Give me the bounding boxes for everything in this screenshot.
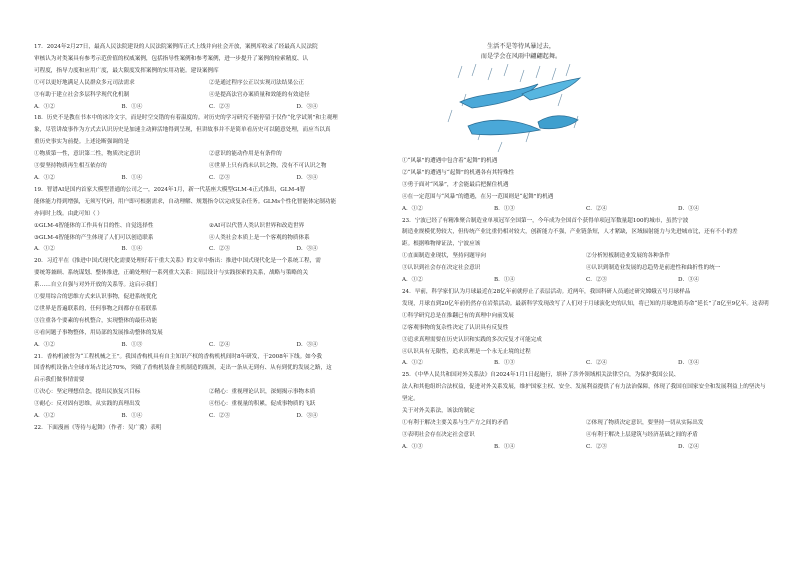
q23-stem-line: 制造业规模优势较大，但传统产业比重仍相对较大，创新能力不强，产业链条短，人才紧缺，区域辐射能力与先进城市比，还有不小的差 xyxy=(402,229,738,236)
q21-statement: ②精心：重视理论认识，深刻揭示事物本质 xyxy=(209,389,316,396)
q18-stem-line: 18．历史不是教在书本中的冰冷文字，而是时空交错的有着温度的。对历史的学习研究不能停留于仅作“化学试剂”和主观理 xyxy=(34,115,338,122)
q18-statement: ②意识的能动作用是有条件的 xyxy=(209,151,282,158)
q21-statement: ③耐心：反对固有思维，从实践的真理出发 xyxy=(34,401,141,408)
q25-stem-line: 25．《中华人民共和国对外关系法》自2024年1月1日起施行，填补了涉外领域相关法律空白，为保护我国公民、 xyxy=(402,372,680,379)
q21-option[interactable]: D．③④ xyxy=(296,413,318,420)
question-19 xyxy=(34,185,384,256)
q19-stem-line: 能体能力得到增强，无须写代码，用户即可根据需求，自动理解、规划指令以完成复杂任务。GLMs个性化智能体定制功能 xyxy=(34,198,337,205)
q22-statement: ④在一定范围与“风暴”的遭遇，在另一范围则是“起舞”的机遇 xyxy=(402,193,554,200)
q25-stem-line: 法人和其他组织合法权益，促进对外关系发展，维护国家主权、安全、发展利益提供了有力法治保障，体现了我国在国家安全和发展利益上的坚决与坚定。 xyxy=(402,384,766,403)
q18-statement: ④世界上只有尚未认识之物，没有不可认识之物 xyxy=(209,163,327,170)
q24-stem-line: 24．早前，科学家们认为月球最近在28亿年前就停止了表层活动。近两年，我国科研人员通过研究嫦娥五号月球样品 xyxy=(402,288,691,295)
q21-stem-line: 启示我们做事情需要 xyxy=(34,377,85,384)
q23-option[interactable]: C．②③ xyxy=(586,277,608,284)
q23-statement: ③认识到社会存在决定社会意识 xyxy=(402,265,481,272)
q22-option[interactable]: A．①② xyxy=(402,205,423,212)
q23-statement: ①直面制造业现状，坚持问题导向 xyxy=(402,253,486,260)
q21-option[interactable]: C．②③ xyxy=(209,413,231,420)
q17-statement: ②是通过程序公正以实现司法结果公正 xyxy=(209,79,305,86)
cartoon-caption-line: 而是学会在风雨中翩翩起舞。 xyxy=(480,53,562,60)
q18-stem-line: 象，尽管讲故事作为方式去认识历史是加速主动鲜活地得到呈现，但讲故事并不是简单看历史可以随意处理，而应当以真 xyxy=(34,127,331,134)
q21-statement: ①决心：坚定理想信念，提出民族复兴目标 xyxy=(34,389,141,396)
q17-stem-line: 17．2024年2月27日，最高人民法院建设的人民法院案例库正式上线并向社会开放，案例库收录了经最高人民法院 xyxy=(34,44,318,50)
q21-stem-line: 国香构机设备占全球市场占比达70%，突破了香构机装备主机制造的瓶颈，走出一条从无到有、从有到优的发展之路，这 xyxy=(34,365,332,372)
q22-option[interactable]: C．②④ xyxy=(586,205,608,212)
q17-statement: ④是提高法官办案质量和效能的有效途径 xyxy=(209,91,310,98)
q19-statement: ①GLM-4智能体的工作具有目的性、自觉选择性 xyxy=(34,222,154,229)
q23-stem-line: 23．宁波已经了有精准聚合制造业单项冠军全国第一，今年成为全国首个获得单项冠军数量超100的城市，虽然宁波 xyxy=(402,217,689,224)
cartoon-illustration xyxy=(442,64,592,152)
q22-stem-line: 22．下面漫画《等待与起舞》（作者：吴广冀）表明 xyxy=(34,425,162,431)
q23-option[interactable]: B．①④ xyxy=(494,277,515,284)
question-20 xyxy=(34,256,384,351)
q24-statement: ③追求真理需要在历史认识和实践的多次反复才可能完成 xyxy=(402,336,542,343)
q23-statement: ④认识到制造业发展的总趋势是前进性和曲折性的统一 xyxy=(586,265,721,272)
q19-statement: ②AI可以代替人类认识世界和改造世界 xyxy=(209,222,305,229)
question-21 xyxy=(34,352,384,423)
q19-option[interactable]: B．①④ xyxy=(121,246,143,253)
cartoon-caption-line: 生活不是等待风暴过去， xyxy=(486,43,556,50)
q23-option[interactable]: D．③④ xyxy=(678,277,700,284)
q20-statement: ③注重各个要素的有机整合，实现整体的最佳功能 xyxy=(34,317,158,324)
question-17 xyxy=(34,42,384,113)
q18-option[interactable]: B．①④ xyxy=(121,174,143,181)
q20-stem-line: 系……自立自强与对外开放的关系等。这启示我们 xyxy=(34,282,158,289)
q19-statement: ③GLM-4智能体的产生体现了人们可以创造联系 xyxy=(34,234,154,241)
q19-option[interactable]: A．①② xyxy=(34,246,55,253)
q24-stem-line: 发现，月球直到20亿年前仍然存在岩浆活动。最新科学发现改写了人们对于月球演化史的认知，将已知的月球地质寿命“延长”了8亿至9亿年。这表明 xyxy=(402,300,769,307)
q22-statement: ①“风暴”的遭遇中包含着“起舞”的机遇 xyxy=(402,158,498,164)
q20-stem-line: 20．习近平在《推进中国式现代化需要处理好若干重大关系》的文章中指出：推进中国式现代化是一个系统工程，需 xyxy=(34,258,321,265)
q19-stem-line: 亦同时上线。由此可知（ ） xyxy=(34,210,103,217)
q17-option[interactable]: D．③④ xyxy=(296,103,318,110)
q21-option[interactable]: A．①② xyxy=(34,413,55,420)
q24-option[interactable]: B．①③ xyxy=(494,360,515,367)
question-22-options xyxy=(402,156,770,216)
q25-option[interactable]: A．①③ xyxy=(402,443,423,450)
q25-stem-line: 关于对外关系法，该法的制定 xyxy=(402,408,475,415)
q20-option[interactable]: C．②④ xyxy=(209,341,231,348)
q17-stem-line: 审核认为对类案具有参考示范价值的权威案例，包括指导性案例和参考案例，进一步提升了案例的检索精度、认 xyxy=(34,55,309,62)
left-column xyxy=(34,42,384,435)
q21-statement: ④恒心：重视量的积累，促成事物质的飞跃 xyxy=(209,401,316,408)
q23-statement: ②分析短板制造业发展的各种条件 xyxy=(586,253,670,260)
q18-statement: ①物质第一性，意识第二性，物质决定意识 xyxy=(34,151,141,158)
q25-option[interactable]: C．②③ xyxy=(586,443,608,450)
q18-option[interactable]: D．③④ xyxy=(296,174,318,181)
q20-statement: ①要用综合的思维方式来认识事物，促进系统优化 xyxy=(34,294,158,301)
q22-option[interactable]: B．①③ xyxy=(494,205,515,212)
q20-option[interactable]: A．①② xyxy=(34,341,55,348)
q18-stem-line: 重历史事实为前提。上述论断强调的是 xyxy=(34,139,130,146)
q24-option[interactable]: D．③④ xyxy=(678,360,700,367)
q22-option[interactable]: D．③④ xyxy=(678,205,700,212)
q18-statement: ③要坚持物质再生相互依存的 xyxy=(34,163,107,170)
cartoon-caption xyxy=(456,42,586,62)
q17-statement: ③有助于建立社会多层科学现代化机制 xyxy=(34,91,130,98)
q24-option[interactable]: A．①② xyxy=(402,360,423,367)
q25-statement: ②体现了物质决定意识，要坚持一切从实际出发 xyxy=(586,419,704,426)
right-column xyxy=(402,42,770,454)
q24-statement: ①科学研究总是在推翻已有的真理中向前发展 xyxy=(402,312,514,319)
q20-stem-line: 要统筹兼顾、系统谋划、整体推进，正确处理好一系列重大关系：顶层设计与实践探索的关系，战略与策略的关 xyxy=(34,270,309,277)
q17-option[interactable]: A．①② xyxy=(34,103,55,110)
q19-stem-line: 19．智谱AI是国内首家大模型普通的公司之一，2024年1月，新一代基座大模型GLM-4正式推出，GLM-4智 xyxy=(34,186,306,193)
q20-option[interactable]: D．③④ xyxy=(296,341,318,348)
q22-statement: ③勇于面对“风暴”，才会能最后把握住机遇 xyxy=(402,181,509,188)
q25-statement: ③表明社会存在决定社会意识 xyxy=(402,431,475,438)
cartoon xyxy=(442,42,592,152)
q23-option[interactable]: A．①② xyxy=(402,277,423,284)
q17-stem-line: 可程度，指导力度和应用广度，最大限度发挥案例的实用功能。建设案例库 xyxy=(34,67,219,74)
q19-option[interactable]: D．③④ xyxy=(296,246,318,253)
q25-statement: ①有利于解决主要关系与生产方之间的矛盾 xyxy=(402,419,509,426)
q24-statement: ②客观事物的复杂性决定了认识具有反复性 xyxy=(402,324,509,331)
q19-option[interactable]: C．②③ xyxy=(209,246,231,253)
question-22-stem xyxy=(34,423,384,435)
question-23 xyxy=(402,216,770,287)
q20-option[interactable]: B．①③ xyxy=(121,341,143,348)
q17-option[interactable]: B．①④ xyxy=(121,103,143,110)
q24-statement: ④认识具有无限性，追求真理是一个永无止境的过程 xyxy=(402,348,531,355)
q25-statement: ④有利于解决上层建筑与经济基础之间的矛盾 xyxy=(586,431,698,438)
question-24 xyxy=(402,287,770,370)
q20-statement: ④看问题子事物整体，用局部的发展推动整体的发展 xyxy=(34,329,163,336)
question-25 xyxy=(402,370,770,453)
q25-option[interactable]: B．①④ xyxy=(494,443,515,450)
q23-stem-line: 距。根据唯物辩证法，宁波应该 xyxy=(402,241,481,248)
q22-statement: ②“风暴”的遭遇与“起舞”的机遇各有其特殊性 xyxy=(402,169,515,176)
q21-stem-line: 21．香构机被誉为“工程机械之王”。我国香构机具有自主知识产权的香构机机间时8年研发，于2008年下线。如今我 xyxy=(34,353,322,360)
q25-option[interactable]: D．②④ xyxy=(678,443,700,450)
q19-statement: ④人类社会本质上是一个客观的物质体系 xyxy=(209,234,310,241)
q21-option[interactable]: B．①④ xyxy=(121,413,143,420)
q24-option[interactable]: C．②④ xyxy=(586,360,608,367)
q18-option[interactable]: A．①② xyxy=(34,174,55,181)
question-18 xyxy=(34,113,384,184)
q17-statement: ①可以更好地满足人民群众多元司法需求 xyxy=(34,79,135,86)
q18-option[interactable]: C．②③ xyxy=(209,174,231,181)
q17-option[interactable]: C．②③ xyxy=(209,103,231,110)
q20-statement: ②世界是普遍联系的，任何事物之间都存在着联系 xyxy=(34,305,158,312)
